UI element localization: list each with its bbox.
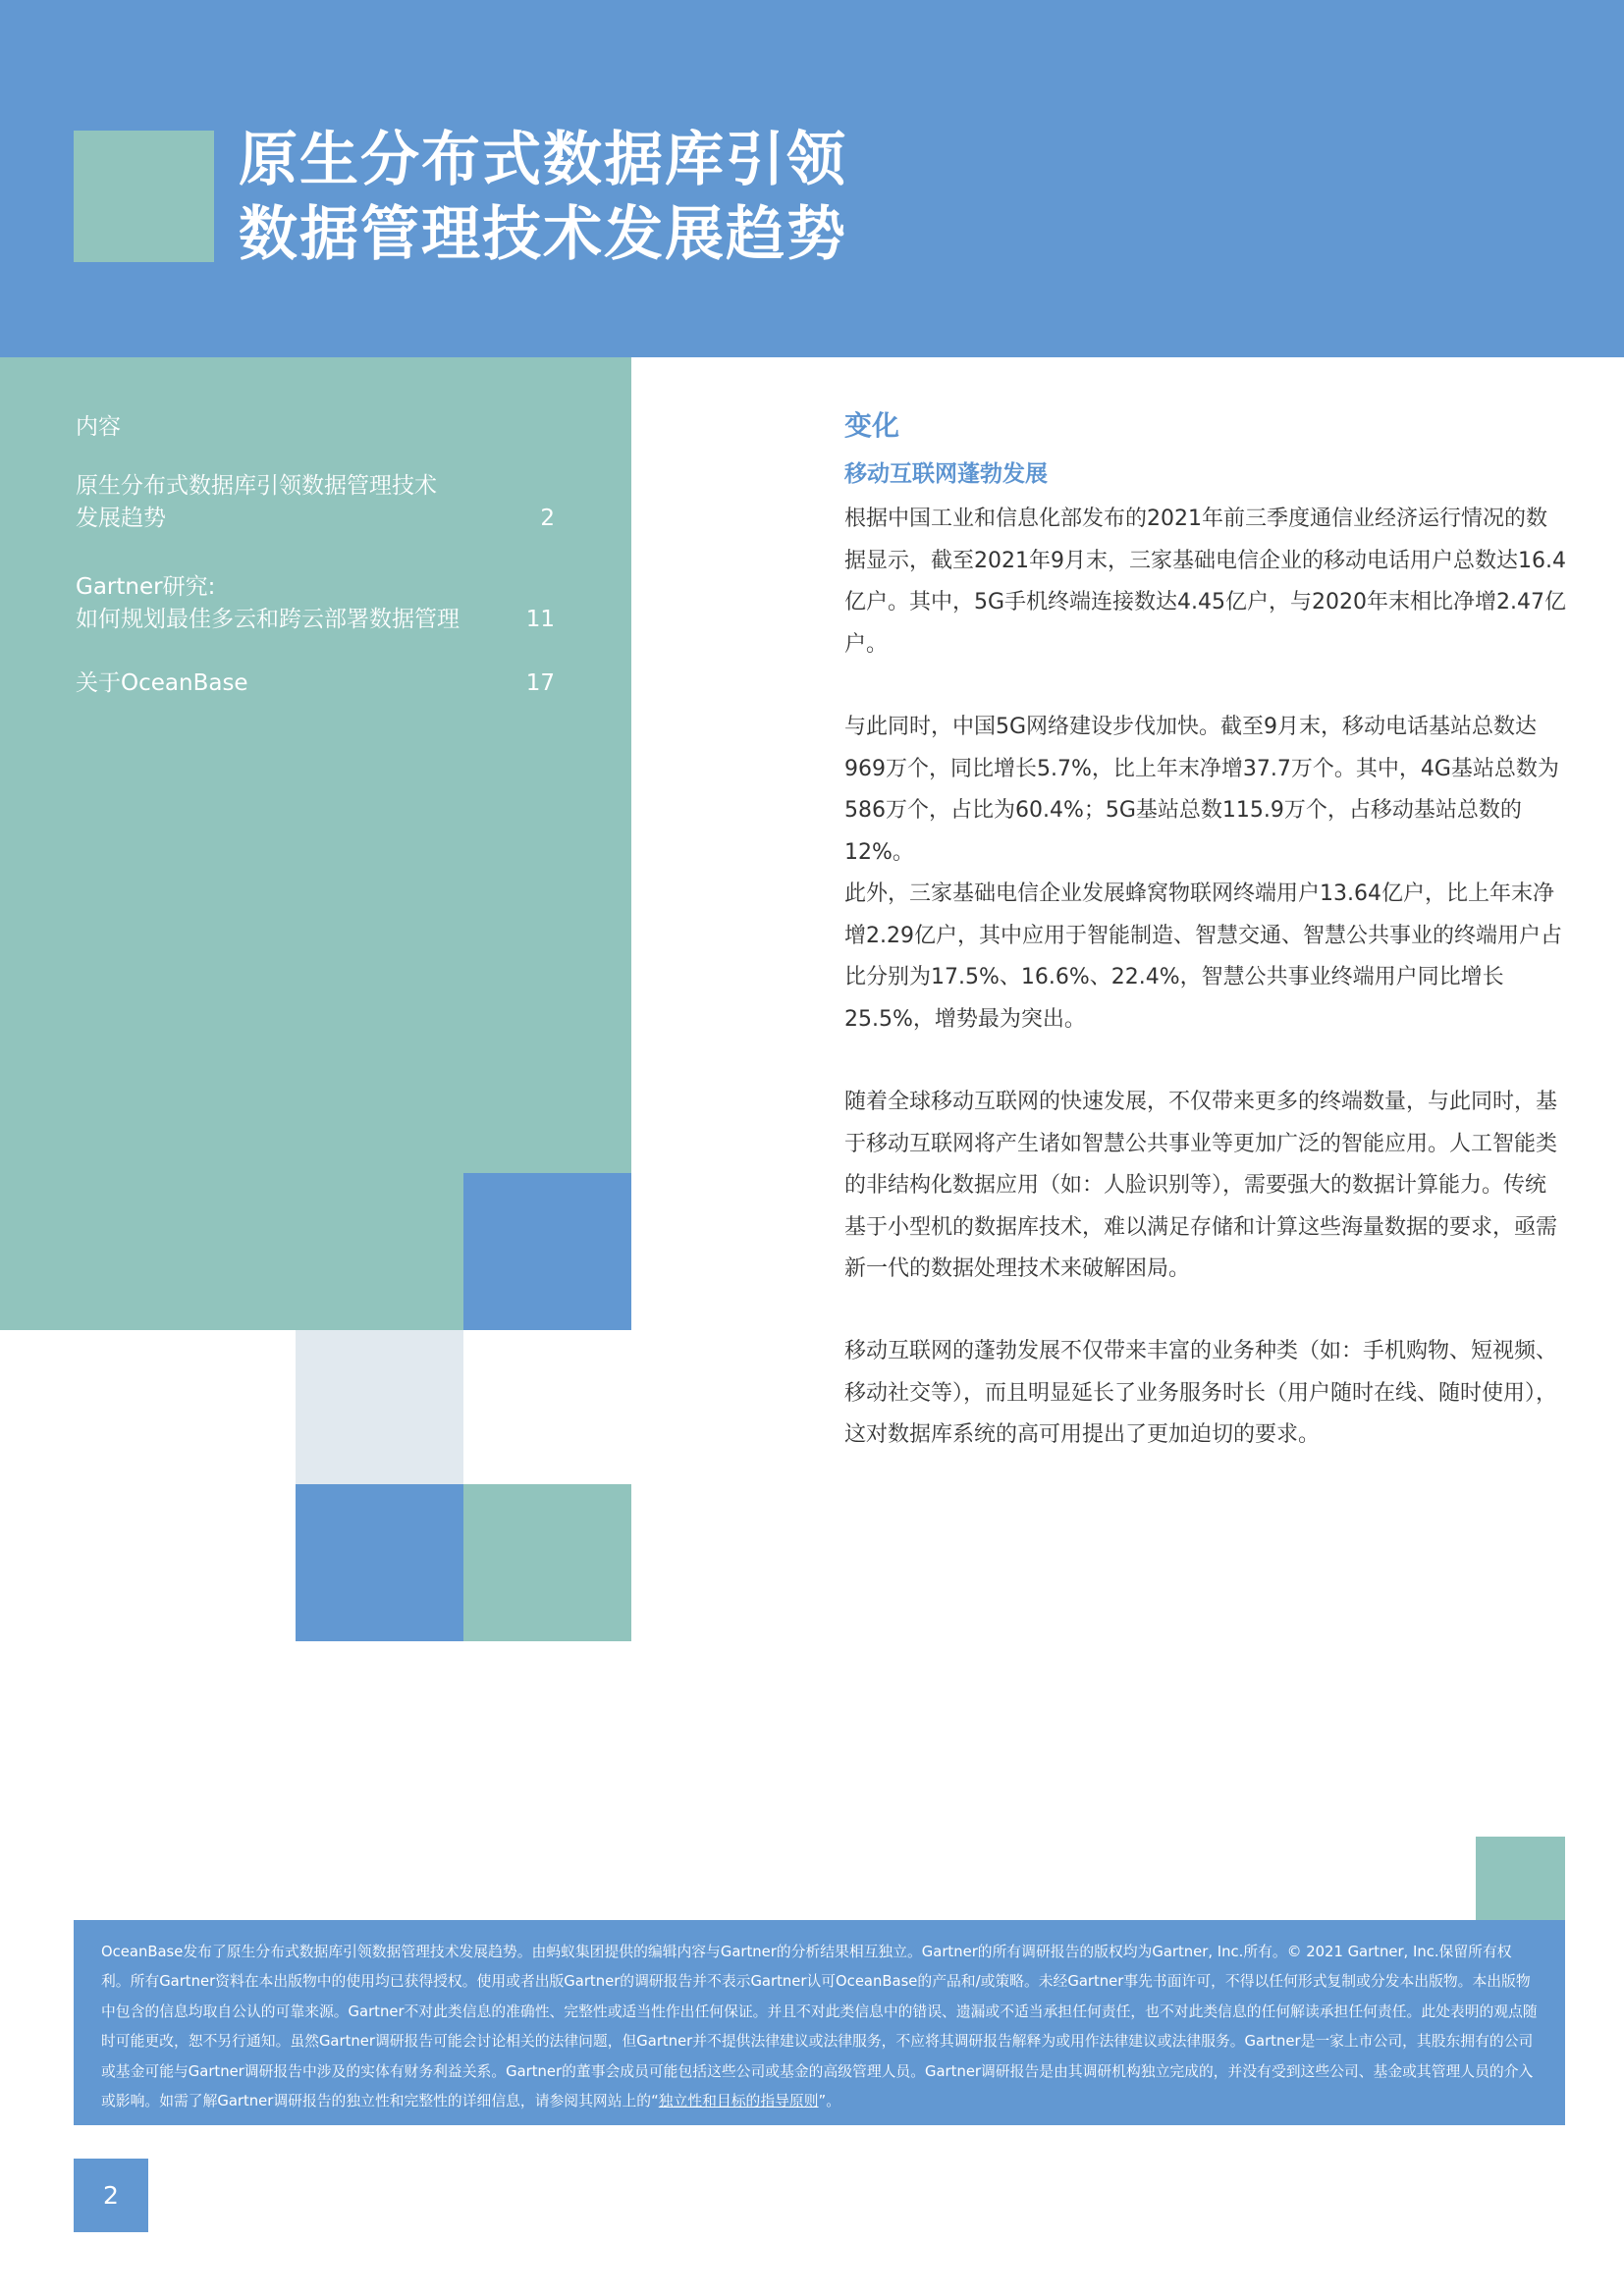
paragraph-1: 根据中国工业和信息化部发布的2021年前三季度通信业经济运行情况的数据显示，截至2021年9月末，三家基础电信企业的移动电话用户总数达16.4亿户。其中，5G手机终端连接数达4.45亿户，与2020年末相比净增2.47亿户。 [844,507,1567,657]
paragraph-3: 此外，三家基础电信企业发展蜂窝物联网终端用户13.64亿户，比上年末净增2.29亿户，其中应用于智能制造、智慧交通、智慧公共事业的终端用户占比分别为17.5%、16.6%、22.4%，智慧公共事业终端用户同比增长25.5%，增势最为突出。 [844,881,1562,1032]
page-title-line-1: 原生分布式数据库引领 [239,126,847,194]
disclaimer-box [74,1920,1565,2125]
paragraph-4: 随着全球移动互联网的快速发展，不仅带来更多的终端数量，与此同时，基于移动互联网将产生诸如智慧公共事业等更加广泛的智能应用。人工智能类的非结构化数据应用（如：人脸识别等），需要强大的数据计算能力。传统基于小型机的数据库技术，难以满足存储和计算这些海量数据的要求，亟需新一代的数据处理技术来破解困局。 [844,1090,1558,1281]
decor-block-blue-1 [463,1173,631,1330]
toc-item-3-line1: 关于OceanBase [76,670,248,696]
decor-block-teal [463,1484,631,1641]
page-number: 2 [74,2159,148,2232]
toc-item-2[interactable] [76,571,460,636]
disclaimer-end: ”。 [818,2093,840,2110]
header-decorative-square [74,131,214,262]
section-title: 变化 [844,409,900,442]
disclaimer-body: OceanBase发布了原生分布式数据库引领数据管理技术发展趋势。由蚂蚁集团提供的编辑内容与Gartner的分析结果相互独立。Gartner的所有调研报告的版权均为Gartner, Inc.所有。© 2021 Gartner, Inc.保留所有权利。所有Gartner资料在本出版物中的使用均已获得授权。使用或者出版Gartner的调研报告并不表示Gartner认可OceanBase的产品和/或策略。未经Gartner事先书面许可，不得以任何形式复制或分发本出版物。本出版物中包含的信息均取自公认的可靠来源。Gartner不对此类信息的准确性、完整性或适当性作出任何保证。并且不对此类信息中的错误、遗漏或不适当承担任何责任，也不对此类信息的任何解读承担任何责任。此处表明的观点随时可能更改，恕不另行通知。虽然Gartner调研报告可能会讨论相关的法律问题，但Gartner并不提供法律建议或法律服务，不应将其调研报告解释为或用作法律建议或法律服务。Gartner是一家上市公司，其股东拥有的公司或基金可能与Gartner调研报告中涉及的实体有财务利益关系。Gartner的董事会成员可能包括这些公司或基金的高级管理人员。Gartner调研报告是由其调研机构独立完成的，并没有受到这些公司、基金或其管理人员的介入或影响。如需了解Gartner调研报告的独立性和完整性的详细信息，请参阅其网站上的“ [101,1944,1538,2110]
toc-item-1-line2: 发展趋势 [76,506,166,531]
page-title-line-2: 数据管理技术发展趋势 [239,200,847,269]
decor-block-gray [296,1330,463,1484]
toc-item-1-page: 2 [540,506,555,531]
guidelines-link[interactable]: 独立性和目标的指导原则 [658,2093,819,2110]
toc-item-2-line1: Gartner研究: [76,574,216,600]
toc-item-3[interactable] [76,667,248,700]
toc-item-1[interactable] [76,470,437,535]
paragraph-2: 与此同时，中国5G网络建设步伐加快。截至9月末，移动电话基站总数达969万个，同比增长5.7%，比上年末净增37.7万个。其中，4G基站总数为586万个，占比为60.4%；5G基站总数115.9万个，占移动基站总数的12%。 [844,715,1559,865]
toc-item-2-line2: 如何规划最佳多云和跨云部署数据管理 [76,607,460,632]
toc-item-2-page: 11 [525,607,555,632]
toc-item-1-line1: 原生分布式数据库引领数据管理技术 [76,473,437,499]
decor-block-teal-small [1476,1837,1565,1920]
decor-block-blue-2 [296,1484,463,1641]
paragraph-5: 移动互联网的蓬勃发展不仅带来丰富的业务种类（如：手机购物、短视频、移动社交等），而且明显延长了业务服务时长（用户随时在线、随时使用），这对数据库系统的高可用提出了更加迫切的要求。 [844,1339,1558,1447]
section-subtitle: 移动互联网蓬勃发展 [844,461,1048,487]
toc-heading: 内容 [76,414,121,440]
disclaimer-text [101,1938,1538,2116]
toc-item-3-page: 17 [525,670,555,696]
